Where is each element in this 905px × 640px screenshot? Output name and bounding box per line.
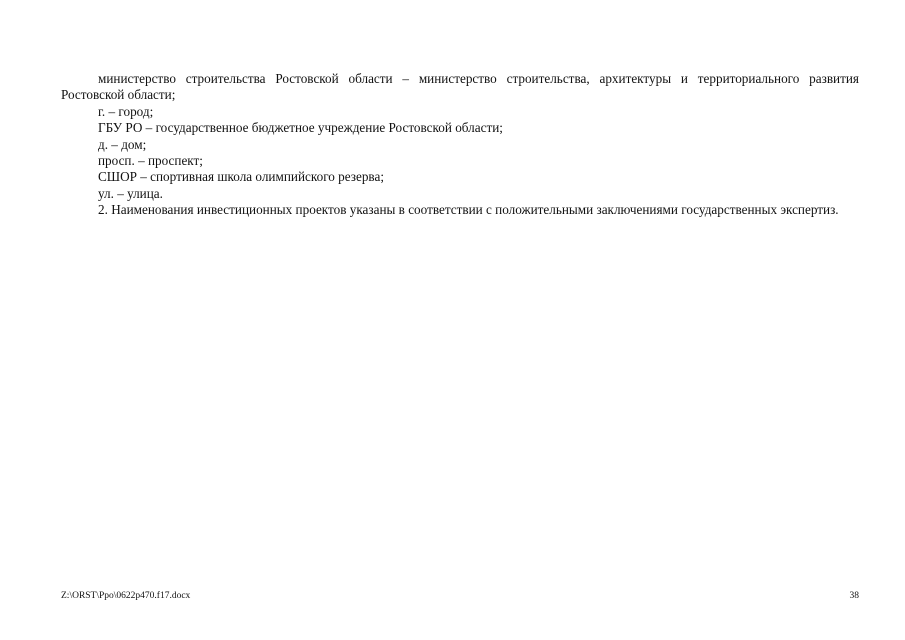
abbreviation-house: д. – дом; — [98, 136, 147, 152]
abbreviation-street: ул. – улица. — [98, 185, 163, 201]
footer-page-number: 38 — [849, 591, 859, 601]
abbreviation-sport-school: СШОР – спортивная школа олимпийского резерва; — [98, 169, 384, 185]
abbreviation-avenue: просп. – проспект; — [98, 153, 203, 169]
abbreviation-ministry-construction: министерство строительства Ростовской области – министерство строительства, архитектуры и территориального развития Ростовской области; — [61, 71, 859, 103]
abbreviation-gbu-ro: ГБУ РО – государственное бюджетное учреждение Ростовской области; — [98, 120, 503, 136]
footer-file-path: Z:\ORST\Ppo\0622p470.f17.docx — [61, 591, 191, 601]
page-footer — [61, 589, 859, 603]
note-project-names: 2. Наименования инвестиционных проектов указаны в соответствии с положительными заключениями государственных экспертиз. — [98, 202, 839, 218]
document-body — [61, 71, 859, 219]
abbreviation-city: г. – город; — [98, 103, 154, 119]
